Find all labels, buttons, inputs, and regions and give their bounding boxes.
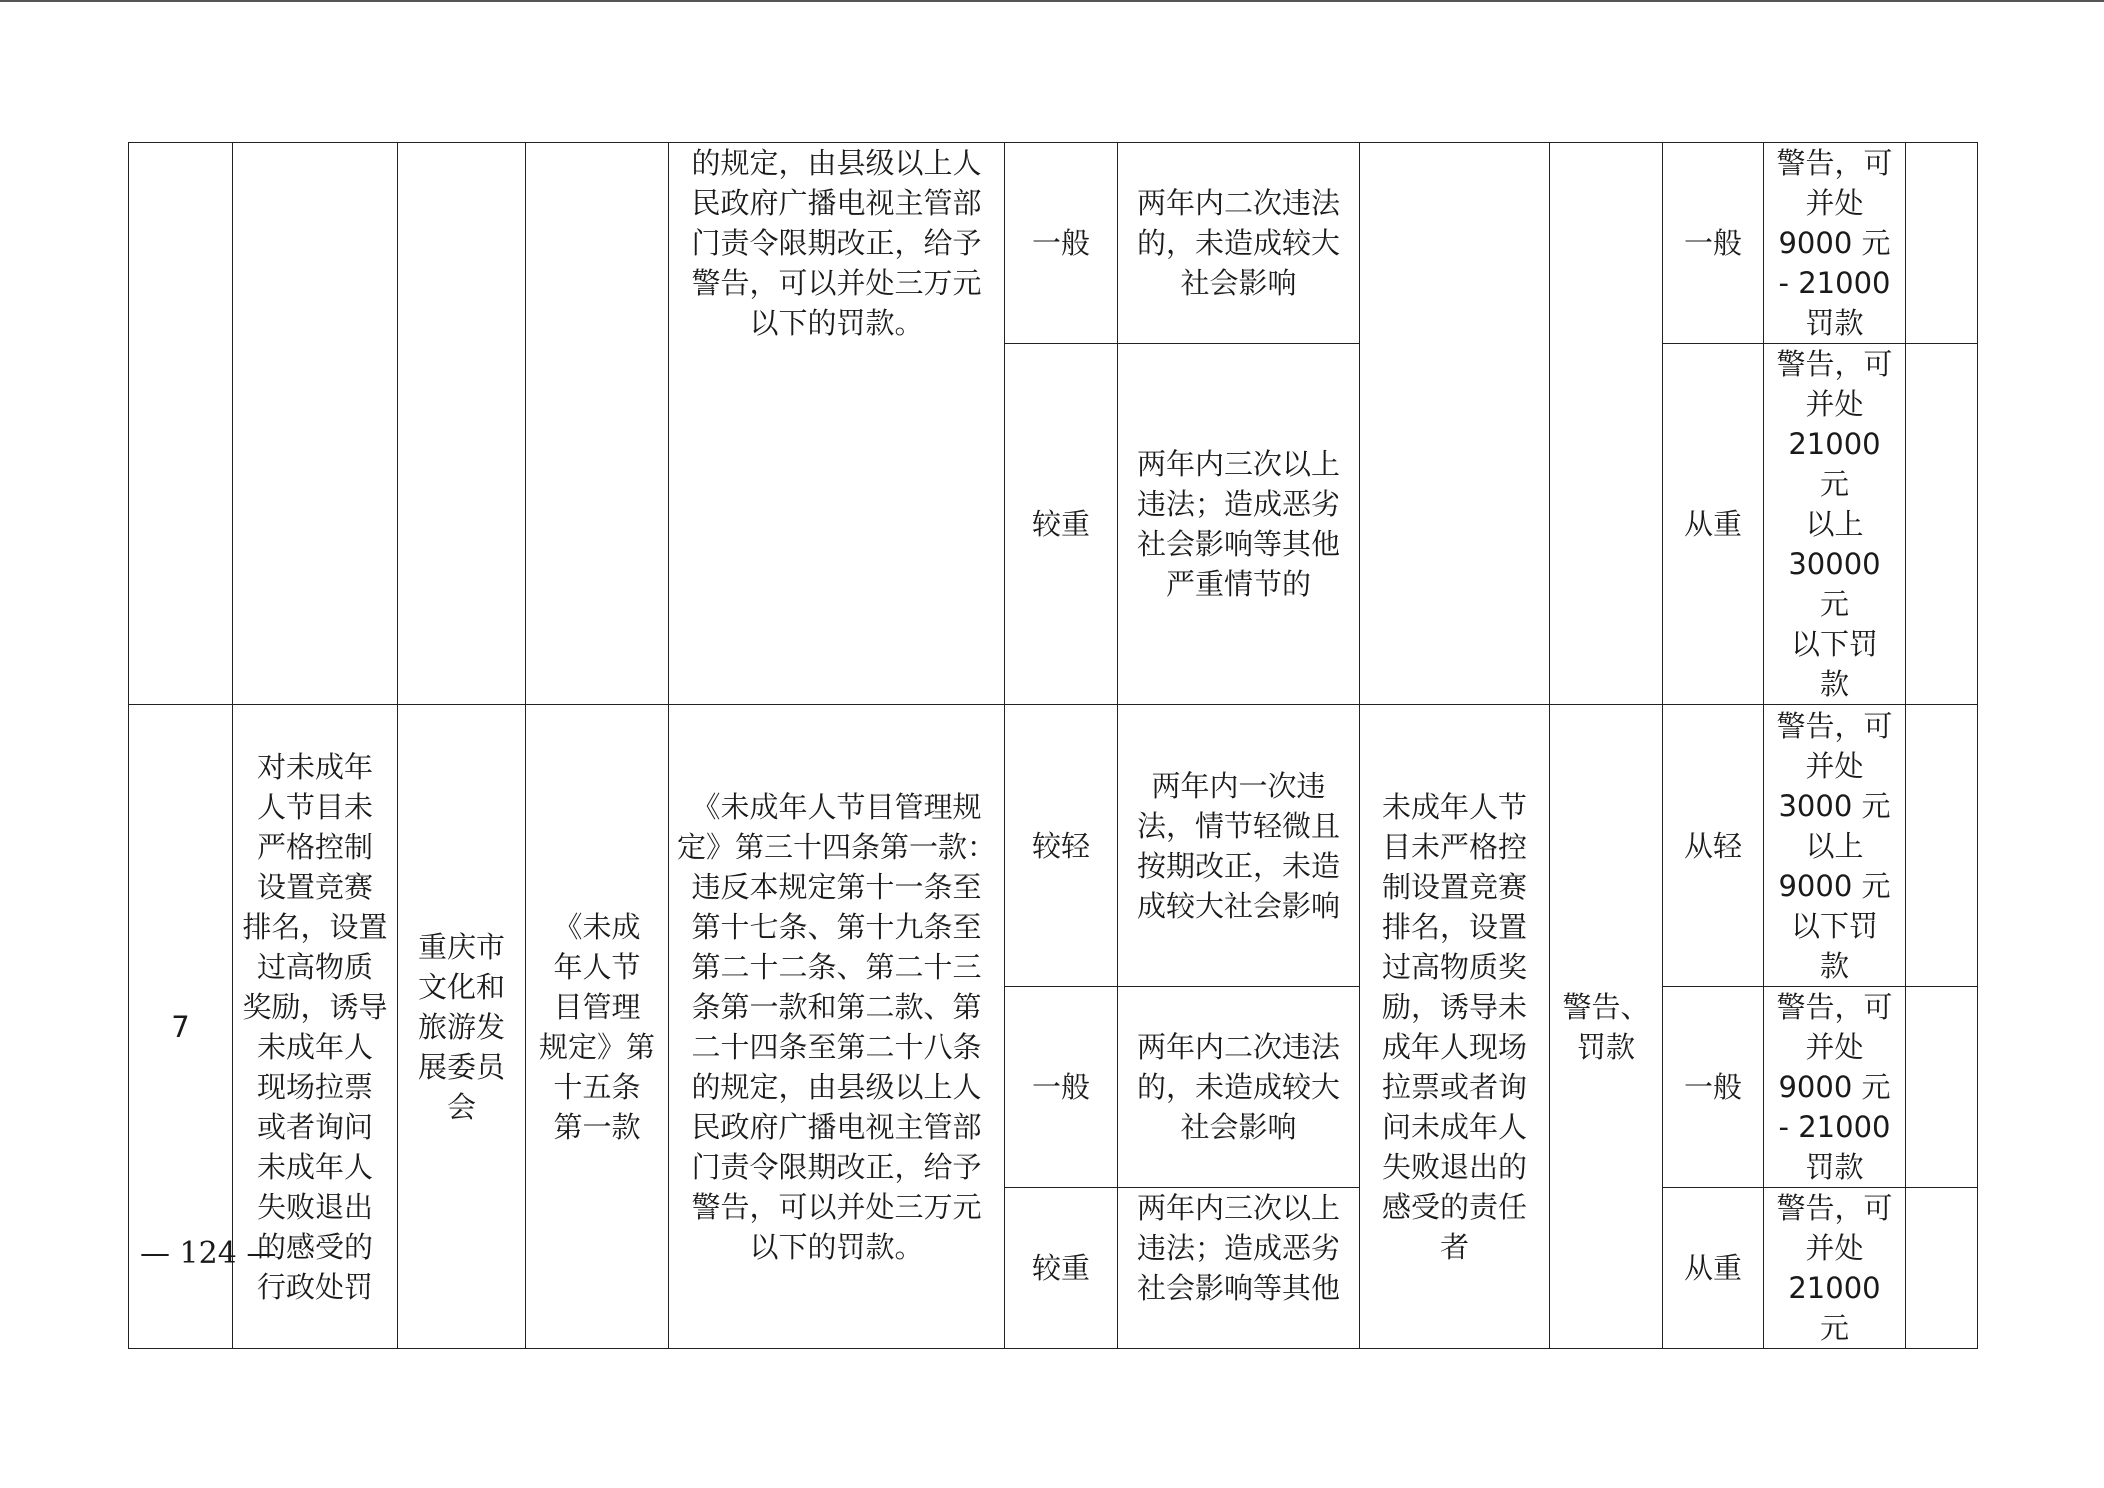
legal-basis-cell: 《未成年人节目管理规 定》第三十四条第一款： 违反本规定第十一条至 第十七条、第十九条至 第二十二条、第二十三 条第一款和第二款、第 二十四条至第二十八条 的规定，由县级以上人 民政府广播电视主管部 门责令限期改正，给予 警告，可以并处三万元 以下的罚款。	[669, 705, 1005, 1349]
penalty-standard-cell: 警告，可 并处 21000 元	[1764, 1188, 1906, 1349]
authority-cell: 重庆市 文化和 旅游发 展委员 会	[398, 705, 526, 1349]
standard-level-cell: 从轻	[1663, 705, 1764, 987]
violation-level-cell: 较重	[1005, 344, 1118, 705]
penalty-type-cell	[1550, 143, 1663, 705]
page-number: — 124 —	[140, 1236, 277, 1271]
item-number-cell	[129, 143, 233, 705]
table-row	[129, 143, 1978, 344]
matter-cell: 对未成年 人节目未 严格控制 设置竞赛 排名，设置 过高物质 奖励，诱导 未成年人 现场拉票 或者询问 未成年人 失败退出 的感受的 行政处罚	[233, 705, 398, 1349]
penalty-standard-cell: 警告，可 并处 9000 元 - 21000 罚款	[1764, 987, 1906, 1188]
circumstance-cell: 两年内二次违法 的，未造成较大 社会影响	[1118, 143, 1360, 344]
circumstance-cell: 两年内二次违法 的，未造成较大 社会影响	[1118, 987, 1360, 1188]
subject-cell: 未成年人节 目未严格控 制设置竞赛 排名，设置 过高物质奖 励，诱导未 成年人现场 拉票或者询 问未成年人 失败退出的 感受的责任 者	[1360, 705, 1550, 1349]
circumstance-cell: 两年内三次以上 违法；造成恶劣 社会影响等其他	[1118, 1188, 1360, 1349]
item-number-cell: 7	[129, 705, 233, 1349]
authority-cell	[398, 143, 526, 705]
standard-level-cell: 一般	[1663, 987, 1764, 1188]
violation-level-cell: 较轻	[1005, 705, 1118, 987]
standard-level-cell: 一般	[1663, 143, 1764, 344]
circumstance-cell: 两年内三次以上 违法；造成恶劣 社会影响等其他 严重情节的	[1118, 344, 1360, 705]
penalty-standard-cell: 警告，可 并处 21000 元 以上 30000 元 以下罚 款	[1764, 344, 1906, 705]
penalty-standard-cell: 警告，可 并处 9000 元 - 21000 罚款	[1764, 143, 1906, 344]
remarks-cell	[1906, 344, 1978, 705]
penalty-type-cell: 警告、 罚款	[1550, 705, 1663, 1349]
basis-short-cell: 《未成 年人节 目管理 规定》第 十五条 第一款	[526, 705, 669, 1349]
table-row	[129, 705, 1978, 987]
circumstance-cell: 两年内一次违 法，情节轻微且 按期改正，未造 成较大社会影响	[1118, 705, 1360, 987]
remarks-cell	[1906, 705, 1978, 987]
remarks-cell	[1906, 143, 1978, 344]
standard-level-cell: 从重	[1663, 1188, 1764, 1349]
remarks-cell	[1906, 1188, 1978, 1349]
subject-cell	[1360, 143, 1550, 705]
standard-level-cell: 从重	[1663, 344, 1764, 705]
violation-level-cell: 较重	[1005, 1188, 1118, 1349]
remarks-cell	[1906, 987, 1978, 1188]
violation-level-cell: 一般	[1005, 143, 1118, 344]
matter-cell	[233, 143, 398, 705]
penalty-standard-table	[128, 142, 1978, 1349]
top-border-line	[0, 0, 2104, 2]
penalty-standard-cell: 警告，可 并处 3000 元 以上 9000 元 以下罚 款	[1764, 705, 1906, 987]
legal-basis-cell: 的规定，由县级以上人 民政府广播电视主管部 门责令限期改正，给予 警告，可以并处三万元 以下的罚款。	[669, 143, 1005, 705]
violation-level-cell: 一般	[1005, 987, 1118, 1188]
basis-short-cell	[526, 143, 669, 705]
